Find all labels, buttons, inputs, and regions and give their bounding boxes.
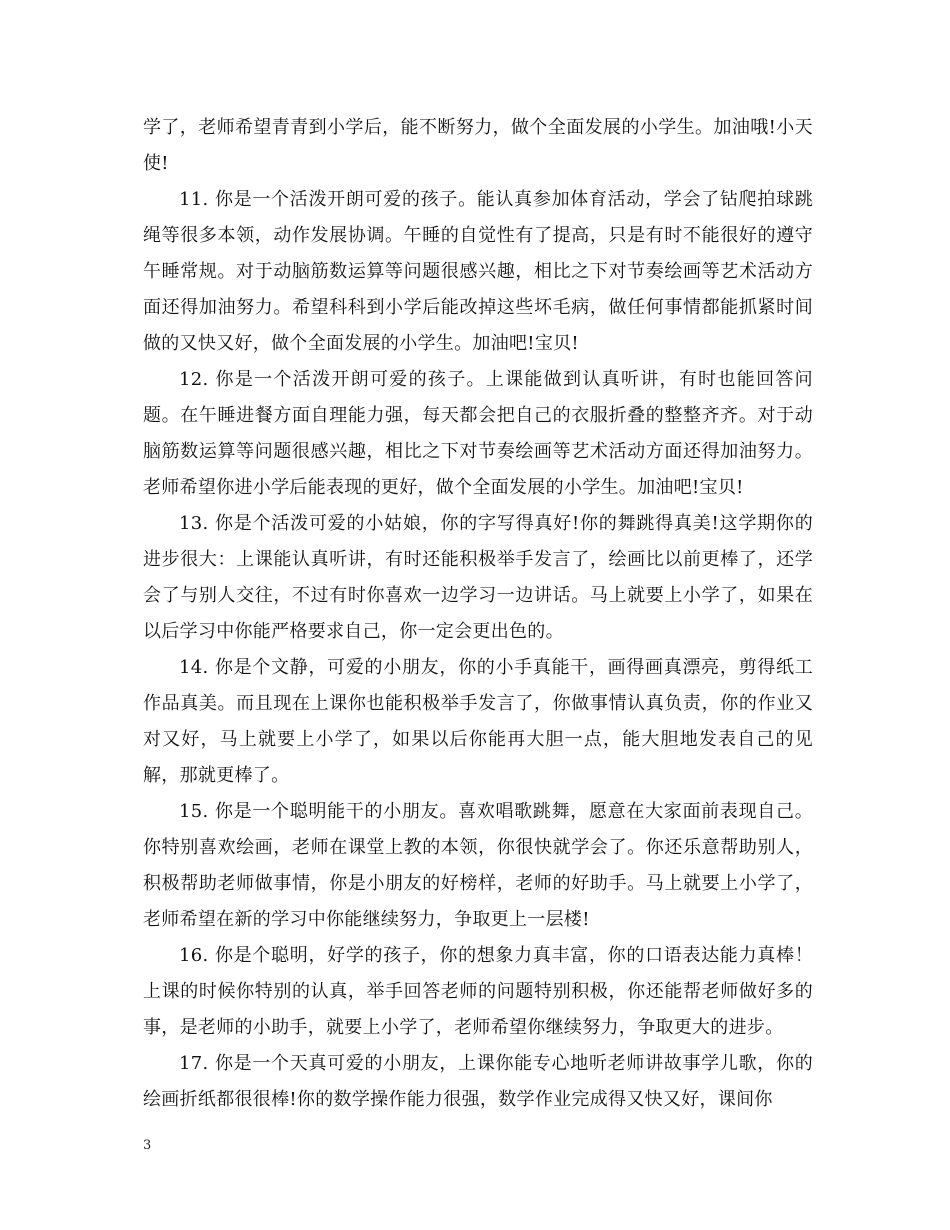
paragraph-item-17: 17. 你是一个天真可爱的小朋友，上课你能专心地听老师讲故事学儿歌，你的绘画折纸都很很棒!你的数学操作能力很强，数学作业完成得又快又好，课间你 [143, 1053, 813, 1110]
paragraph-continuation: 学了，老师希望青青到小学后，能不断努力，做个全面发展的小学生。加油哦!小天使! [143, 117, 813, 174]
page-body [143, 110, 813, 1118]
paragraph-item-13: 13. 你是个活泼可爱的小姑娘，你的字写得真好!你的舞跳得真美!这学期你的进步很大：上课能认真听讲，有时还能积极举手发言了，绘画比以前更棒了，还学会了与别人交往，不过有时你喜欢一边学习一边讲话。马上就要上小学了，如果在以后学习中你能严格要求自己，你一定会更出色的。 [143, 513, 813, 642]
paragraph-item-14: 14. 你是个文静，可爱的小朋友，你的小手真能干，画得画真漂亮，剪得纸工作品真美。而且现在上课你也能积极举手发言了，你做事情认真负责，你的作业又对又好，马上就要上小学了，如果以后你能再大胆一点，能大胆地发表自己的见解，那就更棒了。 [143, 657, 813, 786]
paragraph-item-12: 12. 你是一个活泼开朗可爱的孩子。上课能做到认真听讲，有时也能回答问题。在午睡进餐方面自理能力强，每天都会把自己的衣服折叠的整整齐齐。对于动脑筋数运算等问题很感兴趣，相比之下对节奏绘画等艺术活动方面还得加油努力。老师希望你进小学后能表现的更好，做个全面发展的小学生。加油吧!宝贝! [143, 369, 813, 498]
paragraph-item-15: 15. 你是一个聪明能干的小朋友。喜欢唱歌跳舞，愿意在大家面前表现自己。你特别喜欢绘画，老师在课堂上教的本领，你很快就学会了。你还乐意帮助别人，积极帮助老师做事情，你是小朋友的好榜样，老师的好助手。马上就要上小学了，老师希望在新的学习中你能继续努力，争取更上一层楼! [143, 801, 813, 930]
page-number: 3 [143, 1138, 152, 1153]
paragraph-item-16: 16. 你是个聪明，好学的孩子，你的想象力真丰富，你的口语表达能力真棒！上课的时候你特别的认真，举手回答老师的问题特别积极，你还能帮老师做好多的事，是老师的小助手，就要上小学了，老师希望你继续努力，争取更大的进步。 [143, 945, 813, 1038]
paragraph-item-11: 11. 你是一个活泼开朗可爱的孩子。能认真参加体育活动，学会了钻爬拍球跳绳等很多本领，动作发展协调。午睡的自觉性有了提高，只是有时不能很好的遵守午睡常规。对于动脑筋数运算等问题很感兴趣，相比之下对节奏绘画等艺术活动方面还得加油努力。希望科科到小学后能改掉这些坏毛病，做任何事情都能抓紧时间做的又快又好，做个全面发展的小学生。加油吧!宝贝! [143, 189, 813, 354]
